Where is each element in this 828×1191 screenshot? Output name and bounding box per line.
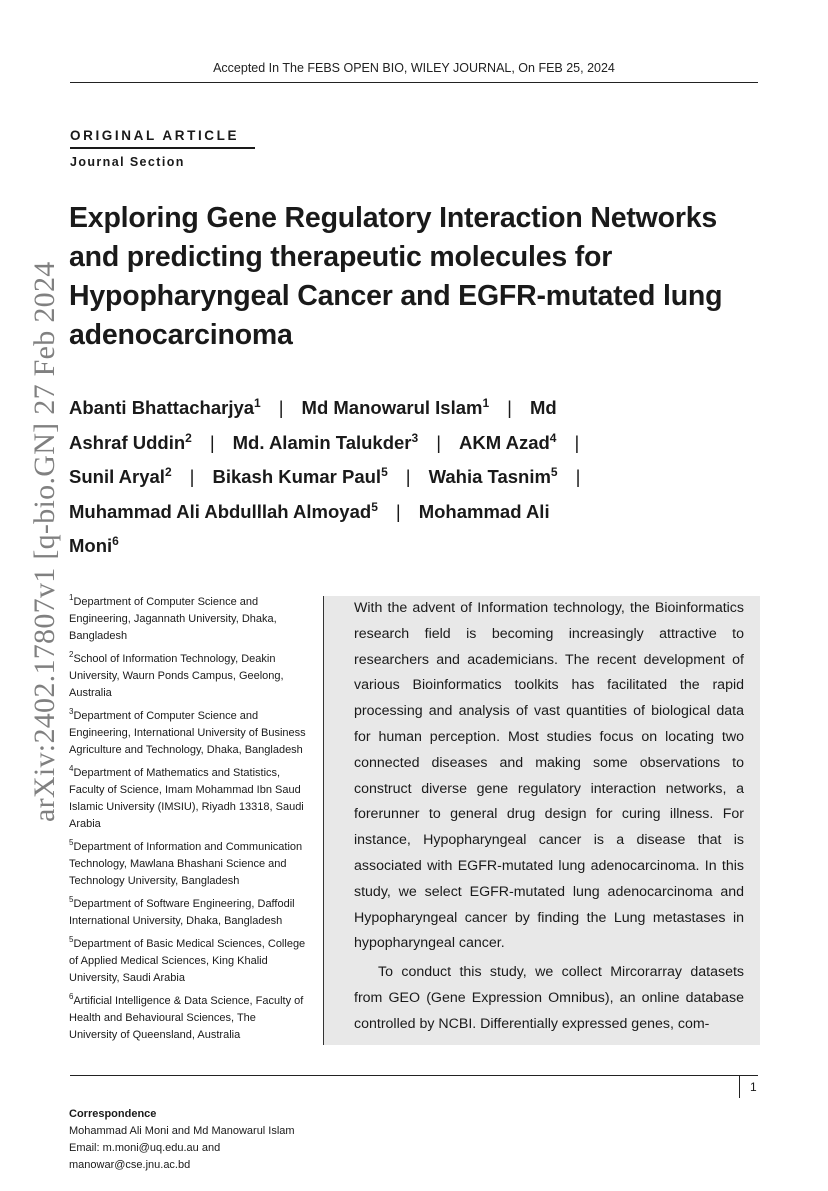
author-name: Bikash Kumar Paul xyxy=(212,466,382,487)
affiliation-list xyxy=(69,594,307,1050)
affiliation-sup: 6 xyxy=(69,992,74,1001)
paper-title xyxy=(69,199,759,355)
affiliation-item xyxy=(69,936,307,987)
abstract-body xyxy=(354,596,744,1038)
author-name: Sunil Aryal xyxy=(69,466,165,487)
author-separator: | xyxy=(395,500,401,522)
author-separator: | xyxy=(436,431,441,453)
affiliation-sup: 4 xyxy=(69,764,74,773)
author-name: Md xyxy=(529,397,557,418)
author-separator: | xyxy=(189,466,195,487)
author-name: AKM Azad xyxy=(459,431,550,453)
author-affil-sup: 1 xyxy=(254,396,261,410)
title-line: Exploring Gene Regulatory Interaction Networks xyxy=(69,202,718,234)
article-type-label: ORIGINAL ARTICLE xyxy=(70,128,240,143)
affiliation-sup: 5 xyxy=(69,935,74,944)
affiliation-sup: 3 xyxy=(69,707,74,716)
page-number: 1 xyxy=(750,1080,757,1094)
author-name: Abanti Bhattacharjya xyxy=(69,397,255,418)
affiliation-text: Department of Basic Medical Sciences, College of Applied Medical Sciences, King Khalid University, Saudi Arabia xyxy=(69,938,306,984)
author-separator: | xyxy=(507,397,512,418)
affiliation-item xyxy=(69,651,307,702)
author-line xyxy=(69,426,669,461)
footer-rule xyxy=(70,1075,758,1076)
affiliation-text: Department of Mathematics and Statistics, Faculty of Science, Imam Mohammad Ibn Saud Islamic University (IMSIU), Riyadh 13318, Saudi Arabia xyxy=(69,767,304,830)
affiliation-text: School of Information Technology, Deakin University, Waurn Ponds Campus, Geelong, Australia xyxy=(69,653,284,699)
abstract-paragraph: To conduct this study, we collect Mircorarray datasets from GEO (Gene Expression Omnibus), an online database controlled by NCBI. Differentially expressed genes, com- xyxy=(354,964,744,1032)
affiliation-text: Department of Computer Science and Engineering, International University of Business Agriculture and Technology, Dhaka, Bangladesh xyxy=(69,710,306,756)
author-separator: | xyxy=(574,431,580,453)
affiliation-item xyxy=(69,839,307,890)
author-name: Moni xyxy=(69,535,113,556)
affiliation-sup: 2 xyxy=(69,650,74,659)
affiliation-item xyxy=(69,708,307,759)
affiliation-sup: 5 xyxy=(69,838,74,847)
author-name: Mohammad Ali xyxy=(418,500,550,522)
author-affil-sup: 5 xyxy=(371,499,378,514)
author-affil-sup: 6 xyxy=(112,534,119,548)
author-line xyxy=(69,391,669,426)
abstract-box xyxy=(323,596,760,1045)
title-line: Hypopharyngeal Cancer and EGFR-mutated lung xyxy=(69,280,723,312)
correspondence-names: Mohammad Ali Moni and Md Manowarul Islam xyxy=(69,1125,295,1137)
affiliation-item xyxy=(69,594,307,645)
author-line xyxy=(69,495,669,530)
title-line: adenocarcinoma xyxy=(69,319,293,351)
correspondence-heading: Correspondence xyxy=(69,1108,157,1120)
abstract-paragraph: With the advent of Information technology, the Bioinformatics research field is becoming increasingly attractive to researchers and academicians. The recent development of various Bioinformatics toolkits has facilitated the rapid processing and analysis of vast quantities of biological data for human perception. Most studies focus on locating two connected diseases and making some observations to construct diverse gene regulatory interaction networks, a forerunner to general drug design for curing illness. For instance, Hypopharyngeal cancer is a disease that is associated with EGFR-mutated lung adenocarcinoma. In this study, we select EGFR-mutated lung adenocarcinoma and Hypopharyngeal cancer by finding the Lung metastases in hypopharyngeal cancer. xyxy=(354,600,744,952)
affiliation-sup: 5 xyxy=(69,895,74,904)
affiliation-text: Artificial Intelligence & Data Science, Faculty of Health and Behavioural Sciences, The University of Queensland, Australia xyxy=(69,995,304,1041)
author-name: Md Manowarul Islam xyxy=(301,397,483,418)
author-affil-sup: 1 xyxy=(482,396,490,410)
author-line xyxy=(69,529,669,564)
author-affil-sup: 4 xyxy=(549,430,557,445)
author-list xyxy=(69,391,669,564)
author-separator: | xyxy=(209,431,215,453)
affiliation-item xyxy=(69,896,307,930)
affiliation-text: Department of Computer Science and Engineering, Jagannath University, Dhaka, Bangladesh xyxy=(69,596,277,642)
author-separator: | xyxy=(405,466,411,487)
author-affil-sup: 5 xyxy=(381,465,388,479)
title-line: and predicting therapeutic molecules for xyxy=(69,241,613,273)
page-number-divider xyxy=(739,1076,740,1098)
author-affil-sup: 3 xyxy=(411,430,419,445)
affiliation-text: Department of Information and Communication Technology, Mawlana Bhashani Science and Technology University, Bangladesh xyxy=(69,841,303,887)
author-name: Muhammad Ali Abdulllah Almoyad xyxy=(69,500,372,522)
correspondence-email: Email: m.moni@uq.edu.au and manowar@cse.jnu.ac.bd xyxy=(69,1142,221,1171)
author-line xyxy=(69,460,669,495)
acceptance-notice: Accepted In The FEBS OPEN BIO, WILEY JOURNAL, On FEB 25, 2024 xyxy=(213,61,615,75)
author-affil-sup: 2 xyxy=(185,430,192,445)
author-name: Wahia Tasnim xyxy=(428,466,551,487)
journal-section-label: Journal Section xyxy=(70,155,185,169)
author-separator: | xyxy=(278,397,284,418)
affiliation-sup: 1 xyxy=(69,593,74,602)
correspondence-block xyxy=(69,1106,307,1174)
author-separator: | xyxy=(575,466,581,487)
author-affil-sup: 2 xyxy=(164,465,172,479)
author-affil-sup: 5 xyxy=(550,465,558,479)
affiliation-text: Department of Software Engineering, Daffodil International University, Dhaka, Bangladesh xyxy=(69,898,295,927)
author-name: Ashraf Uddin xyxy=(69,431,186,453)
affiliation-item xyxy=(69,993,307,1044)
arxiv-stamp: arXiv:2402.17807v1 [q-bio.GN] 27 Feb 2024 xyxy=(28,261,61,822)
affiliation-item xyxy=(69,765,307,833)
author-name: Md. Alamin Talukder xyxy=(232,431,412,453)
header-rule xyxy=(70,82,758,83)
article-type-underline xyxy=(70,147,255,149)
